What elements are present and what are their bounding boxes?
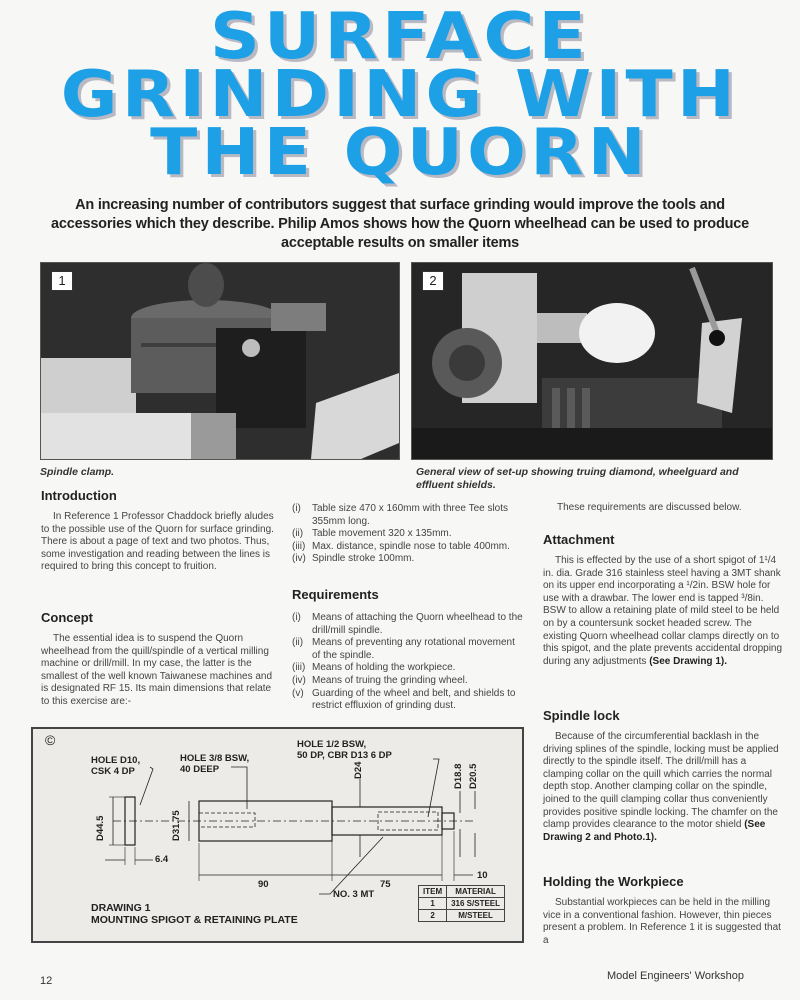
title-line-3: THE QUORN — [150, 116, 650, 190]
concept-text: The essential idea is to suspend the Quorn wheelhead from the quill/spindle of a vertical milling machine or drill/mill. In my case, the latter is the smallest of the well known Taiwanese machines and is designated RF 15. Its main dimensions that relate to this exercise are:- — [41, 633, 273, 707]
spindle-lock-text: Because of the circumferential backlash in the driving splines of the spindle, locking must be applied directly to the spindle itself. The drill/mill has a clamping collar on the quill which carries the normal depth stop. Another clamping collar on the spindle, joined to the quill clamping collar thus conveniently provides positive spindle locking. The chamfer on the clamp provides clearance to the motor shield (See Drawing 2 and Photo.1). — [543, 731, 779, 843]
article-title — [0, 0, 800, 190]
holding-workpiece-text: Substantial workpieces can be held in the milling vice in a conventional fashion. However, thin pieces present a problem. In Reference 1 it is suggested that a — [543, 897, 781, 946]
list-item: (i) Means of attaching the Quorn wheelhead to the drill/mill spindle. — [292, 612, 523, 636]
materials-table — [418, 885, 505, 922]
list-item: (iii) Max. distance, spindle nose to table 400mm. — [292, 540, 510, 552]
label-hole-3-8: HOLE 3/8 BSW, 40 DEEP — [180, 753, 250, 775]
heading-attachment: Attachment — [543, 532, 615, 547]
dim-10: 10 — [477, 870, 488, 881]
table-header-row: ITEM MATERIAL — [419, 886, 505, 898]
dim-d18-8: D18.8 — [453, 763, 464, 789]
title-line-2: GRINDING WITH — [60, 58, 740, 132]
label-hole-1-2: HOLE 1/2 BSW, 50 DP, CBR D13 6 DP — [297, 739, 392, 761]
drawing-title: DRAWING 1 MOUNTING SPIGOT & RETAINING PLATE — [91, 902, 298, 926]
table-row: 2 M/STEEL — [419, 910, 505, 922]
list-item: (iv) Means of truing the grinding wheel. — [292, 674, 468, 686]
title-line-1: SURFACE — [209, 0, 591, 74]
dim-d44-5: D44.5 — [95, 815, 106, 841]
copyright-icon: © — [45, 732, 56, 748]
dim-90: 90 — [258, 879, 269, 890]
label-hole-d10: HOLE D10, CSK 4 DP — [91, 755, 141, 777]
photo-2 — [411, 262, 773, 460]
photo-number-badge: 1 — [51, 271, 73, 291]
grinding-setup-photo-image — [412, 263, 772, 459]
dim-6-4: 6.4 — [155, 854, 169, 865]
label-no-3-mt: NO. 3 MT — [333, 889, 375, 900]
attachment-text: This is effected by the use of a short spigot of 1¹/4 in. dia. Grade 316 stainless steel having a 3MT shank on its upper end incorporating a ¹/2in. BSW hole for use with a drawbar. The lower end is tapped ³/8in. BSW to allow a retaining plate of mild steel to be held on by a countersunk socket headed screw. The existing Quorn wheelhead collar clamps directly on to this spigot, and the plate prevents accidental dropping during any adjustments (See Drawing 1). — [543, 555, 783, 667]
requirements-list — [292, 612, 524, 713]
standfirst: An increasing number of contributors suggest that surface grinding would improve the tools and accessories which they describe. Philip Amos shows how the Quorn wheelhead can be used to produce acceptable results on smaller items — [51, 197, 749, 251]
page-number: 12 — [40, 975, 53, 987]
list-item: (i) Table size 470 x 160mm with three Tee slots 355mm long. — [292, 503, 509, 527]
heading-concept: Concept — [41, 610, 93, 625]
heading-spindle-lock: Spindle lock — [543, 708, 620, 723]
introduction-text: In Reference 1 Professor Chaddock briefly aludes to the possible use of the Quorn for surface grinding. There is about a page of text and two photos. Thus, some investigation and reading between the lines is required to bring this concept to fruition. — [41, 511, 274, 573]
list-item: (iii) Means of holding the workpiece. — [292, 662, 456, 674]
dim-75: 75 — [380, 879, 391, 890]
photo-1 — [40, 262, 400, 460]
spindle-clamp-photo-image — [41, 263, 399, 459]
requirements-followup: These requirements are discussed below. — [557, 502, 742, 513]
photo-number-badge: 2 — [422, 271, 444, 291]
dim-d20-5: D20.5 — [468, 763, 479, 789]
publication-name: Model Engineers' Workshop — [607, 970, 745, 982]
heading-holding-workpiece: Holding the Workpiece — [543, 874, 684, 889]
list-item: (ii) Table movement 320 x 135mm. — [292, 528, 452, 540]
list-item: (iv) Spindle stroke 100mm. — [292, 553, 415, 565]
drawing-reference: (See Drawing 1). — [649, 655, 727, 667]
machine-dimensions-list — [292, 503, 522, 566]
dim-d24: D24 — [353, 761, 364, 779]
technical-drawing-1 — [31, 727, 524, 943]
table-row: 1 316 S/STEEL — [419, 898, 505, 910]
photo-2-caption: General view of set-up showing truing diamond, wheelguard and effluent shields. — [416, 466, 739, 491]
heading-requirements: Requirements — [292, 587, 379, 602]
drawing-reference: (See Drawing 2 and Photo.1). — [543, 819, 766, 843]
list-item: (v) Guarding of the wheel and belt, and shields to restrict effluxion of grinding dust. — [292, 687, 516, 712]
dim-d31-75: D31.75 — [171, 810, 182, 841]
heading-introduction: Introduction — [41, 488, 117, 503]
list-item: (ii) Means of preventing any rotational movement of the spindle. — [292, 637, 515, 661]
photo-1-caption: Spindle clamp. — [40, 466, 115, 478]
